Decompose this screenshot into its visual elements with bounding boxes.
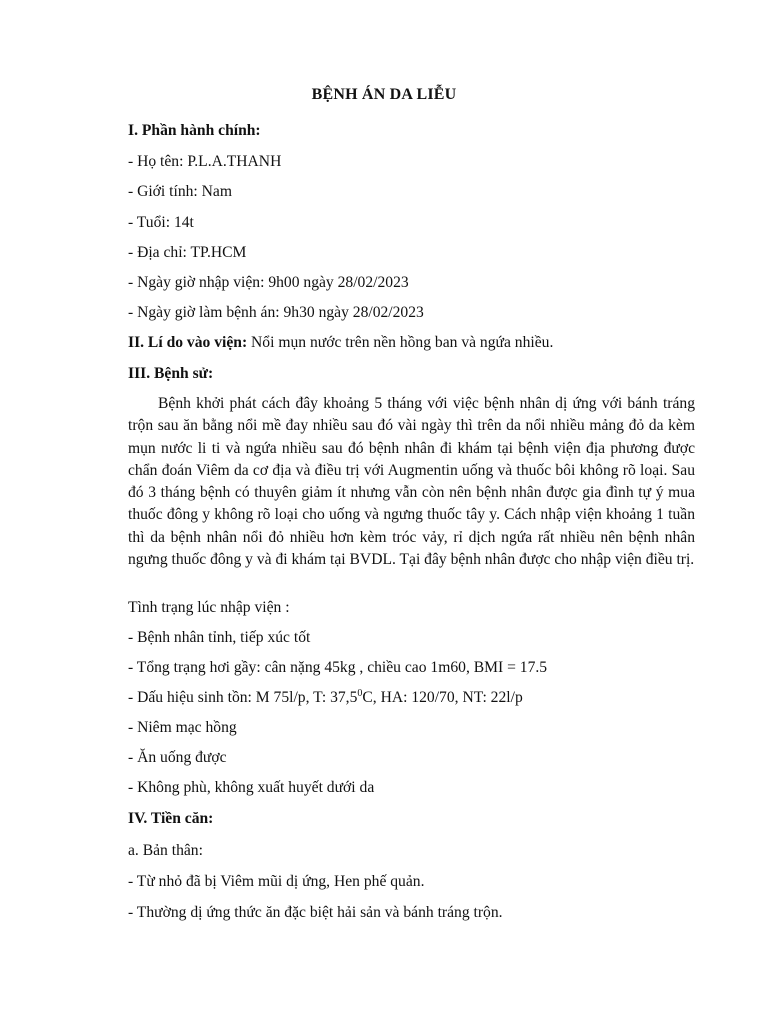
admin-record-time: - Ngày giờ làm bệnh án: 9h30 ngày 28/02/2023 bbox=[128, 304, 424, 321]
admission-general-state: - Tổng trạng hơi gầy: cân nặng 45kg , chiều cao 1m60, BMI = 17.5 bbox=[128, 659, 548, 676]
admin-name: - Họ tên: P.L.A.THANH bbox=[128, 153, 282, 170]
past-history-item: - Thường dị ứng thức ăn đặc biệt hải sản và bánh tráng trộn. bbox=[128, 904, 503, 921]
admission-vitals bbox=[128, 689, 523, 707]
section-past-history-heading: IV. Tiền căn: bbox=[128, 810, 214, 827]
admin-age: - Tuổi: 14t bbox=[128, 214, 194, 231]
past-history-self-heading: a. Bản thân: bbox=[128, 842, 203, 859]
admin-address: - Địa chỉ: TP.HCM bbox=[128, 244, 247, 261]
admission-edema: - Không phù, không xuất huyết dưới da bbox=[128, 779, 375, 796]
section-reason-text: Nổi mụn nước trên nền hồng ban và ngứa nhiều. bbox=[247, 334, 554, 351]
history-paragraph: Bệnh khởi phát cách đây khoảng 5 tháng với việc bệnh nhân dị ứng với bánh tráng trộn sau ăn bằng nổi mề đay nhiều sau đó vài ngày thì trên da nổi nhiều mảng đỏ da kèm mụn nước li ti và ngứa nhiều sau đó bệnh nhân đi khám tại bệnh viện địa phương được chẩn đoán Viêm da cơ địa và điều trị với Augmentin uống và thuốc bôi không rõ loại. Sau đó 3 tháng bệnh có thuyên giảm ít nhưng vẫn còn nên bệnh nhân được gia đình tự ý mua thuốc đông y không rõ loại cho uống và ngưng thuốc tây y. Cách nhập viện khoảng 1 tuần thì da bệnh nhân nổi đỏ nhiều hơn kèm tróc vảy, rỉ dịch ngứa rất nhiều nên bệnh nhân ngưng thuốc đông y và đi khám tại BVDL. Tại đây bệnh nhân được cho nhập viện điều trị. bbox=[128, 395, 695, 569]
admission-eating: - Ăn uống được bbox=[128, 749, 227, 766]
section-reason-heading: II. Lí do vào viện: bbox=[128, 334, 248, 351]
vitals-text-b: C, HA: 120/70, NT: 22l/p bbox=[362, 689, 523, 706]
admin-admission-time: - Ngày giờ nhập viện: 9h00 ngày 28/02/2023 bbox=[128, 274, 409, 291]
section-history-heading: III. Bệnh sử: bbox=[128, 365, 214, 382]
past-history-item: - Từ nhỏ đã bị Viêm mũi dị ứng, Hen phế quản. bbox=[128, 873, 425, 890]
admission-heading: Tình trạng lúc nhập viện : bbox=[128, 599, 290, 616]
admission-mucosa: - Niêm mạc hồng bbox=[128, 719, 237, 736]
vitals-degree-sup: 0 bbox=[357, 687, 363, 699]
section-reason bbox=[128, 334, 553, 352]
vitals-text-a: - Dấu hiệu sinh tồn: M 75l/p, T: 37,5 bbox=[128, 689, 358, 706]
section-admin-heading: I. Phần hành chính: bbox=[128, 122, 261, 139]
admin-gender: - Giới tính: Nam bbox=[128, 183, 232, 200]
document-title: BỆNH ÁN DA LIỄU bbox=[311, 86, 457, 103]
admission-consciousness: - Bệnh nhân tỉnh, tiếp xúc tốt bbox=[128, 629, 311, 646]
